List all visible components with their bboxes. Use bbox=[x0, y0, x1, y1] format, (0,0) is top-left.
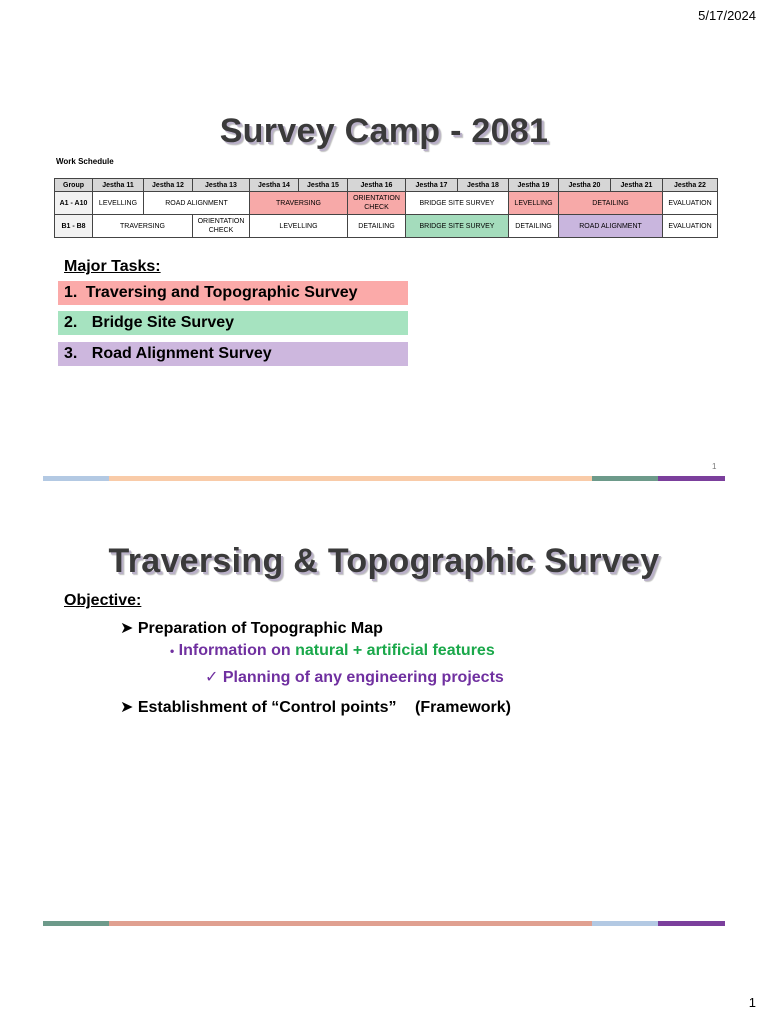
schedule-cell: ROAD ALIGNMENT bbox=[144, 192, 250, 215]
schedule-cell: TRAVERSING bbox=[250, 192, 348, 215]
schedule-cell: DETAILING bbox=[559, 192, 663, 215]
header-cell: Group bbox=[55, 179, 93, 192]
arrow-bullet-icon: ➤ bbox=[120, 620, 134, 637]
arrow-bullet-icon: ➤ bbox=[120, 699, 134, 716]
table-row bbox=[55, 192, 718, 215]
header-cell: Jestha 12 bbox=[144, 179, 193, 192]
task-label: Road Alignment Survey bbox=[91, 345, 272, 362]
objective-heading: Objective: bbox=[64, 592, 142, 609]
sub-sub-bullet-planning bbox=[205, 667, 504, 687]
bullet-text: Preparation of Topographic Map bbox=[137, 620, 383, 637]
table-row bbox=[55, 215, 718, 238]
bullet-topographic-map bbox=[120, 618, 383, 638]
header-cell: Jestha 14 bbox=[250, 179, 299, 192]
slide-divider bbox=[43, 476, 725, 481]
slide-divider bbox=[43, 921, 725, 926]
sub-bullet-highlight: natural + artificial features bbox=[295, 642, 495, 659]
schedule-cell: EVALUATION bbox=[663, 215, 718, 238]
bullet-note: (Framework) bbox=[414, 699, 512, 716]
schedule-cell: ORIENTATION CHECK bbox=[193, 215, 250, 238]
page-number: 1 bbox=[748, 995, 756, 1010]
major-tasks-heading: Major Tasks: bbox=[64, 258, 161, 275]
task-item-traversing bbox=[58, 281, 408, 305]
schedule-cell: EVALUATION bbox=[663, 192, 718, 215]
slide-number: 1 bbox=[712, 462, 717, 471]
schedule-cell: ROAD ALIGNMENT bbox=[559, 215, 663, 238]
task-item-road bbox=[58, 342, 408, 366]
group-cell: A1 - A10 bbox=[55, 192, 93, 215]
work-schedule-label: Work Schedule bbox=[56, 157, 114, 166]
schedule-cell: ORIENTATION CHECK bbox=[348, 192, 406, 215]
task-number: 3. bbox=[64, 345, 78, 362]
slide2-title: Traversing & Topographic Survey bbox=[108, 542, 660, 580]
header-cell: Jestha 11 bbox=[93, 179, 144, 192]
work-schedule-table bbox=[54, 178, 718, 238]
task-label: Bridge Site Survey bbox=[91, 314, 235, 331]
schedule-cell: BRIDGE SITE SURVEY bbox=[406, 215, 509, 238]
schedule-cell: DETAILING bbox=[509, 215, 559, 238]
header-cell: Jestha 20 bbox=[559, 179, 611, 192]
date-stamp: 5/17/2024 bbox=[698, 8, 756, 23]
header-cell: Jestha 13 bbox=[193, 179, 250, 192]
task-number: 2. bbox=[64, 314, 78, 331]
task-label: Traversing and Topographic Survey bbox=[85, 284, 358, 301]
task-item-bridge bbox=[58, 311, 408, 335]
table-header-row bbox=[55, 179, 718, 192]
header-cell: Jestha 21 bbox=[611, 179, 663, 192]
group-cell: B1 - B8 bbox=[55, 215, 93, 238]
schedule-cell: LEVELLING bbox=[250, 215, 348, 238]
task-number: 1. bbox=[64, 284, 78, 301]
schedule-cell: BRIDGE SITE SURVEY bbox=[406, 192, 509, 215]
sub-bullet-text: Information on bbox=[178, 642, 296, 659]
header-cell: Jestha 18 bbox=[458, 179, 509, 192]
schedule-cell: TRAVERSING bbox=[93, 215, 193, 238]
schedule-cell: DETAILING bbox=[348, 215, 406, 238]
dot-bullet-icon: • bbox=[170, 644, 175, 658]
slide1-title: Survey Camp - 2081 bbox=[219, 112, 549, 150]
schedule-cell: LEVELLING bbox=[509, 192, 559, 215]
schedule-cell: LEVELLING bbox=[93, 192, 144, 215]
bullet-control-points bbox=[120, 697, 511, 717]
header-cell: Jestha 19 bbox=[509, 179, 559, 192]
checkmark-icon: ✓ bbox=[205, 669, 219, 686]
header-cell: Jestha 16 bbox=[348, 179, 406, 192]
header-cell: Jestha 22 bbox=[663, 179, 718, 192]
header-cell: Jestha 17 bbox=[406, 179, 458, 192]
bullet-text: Establishment of “Control points” bbox=[137, 699, 397, 716]
header-cell: Jestha 15 bbox=[299, 179, 348, 192]
sub-sub-bullet-text: Planning of any engineering projects bbox=[222, 669, 504, 686]
sub-bullet-information bbox=[170, 642, 495, 660]
